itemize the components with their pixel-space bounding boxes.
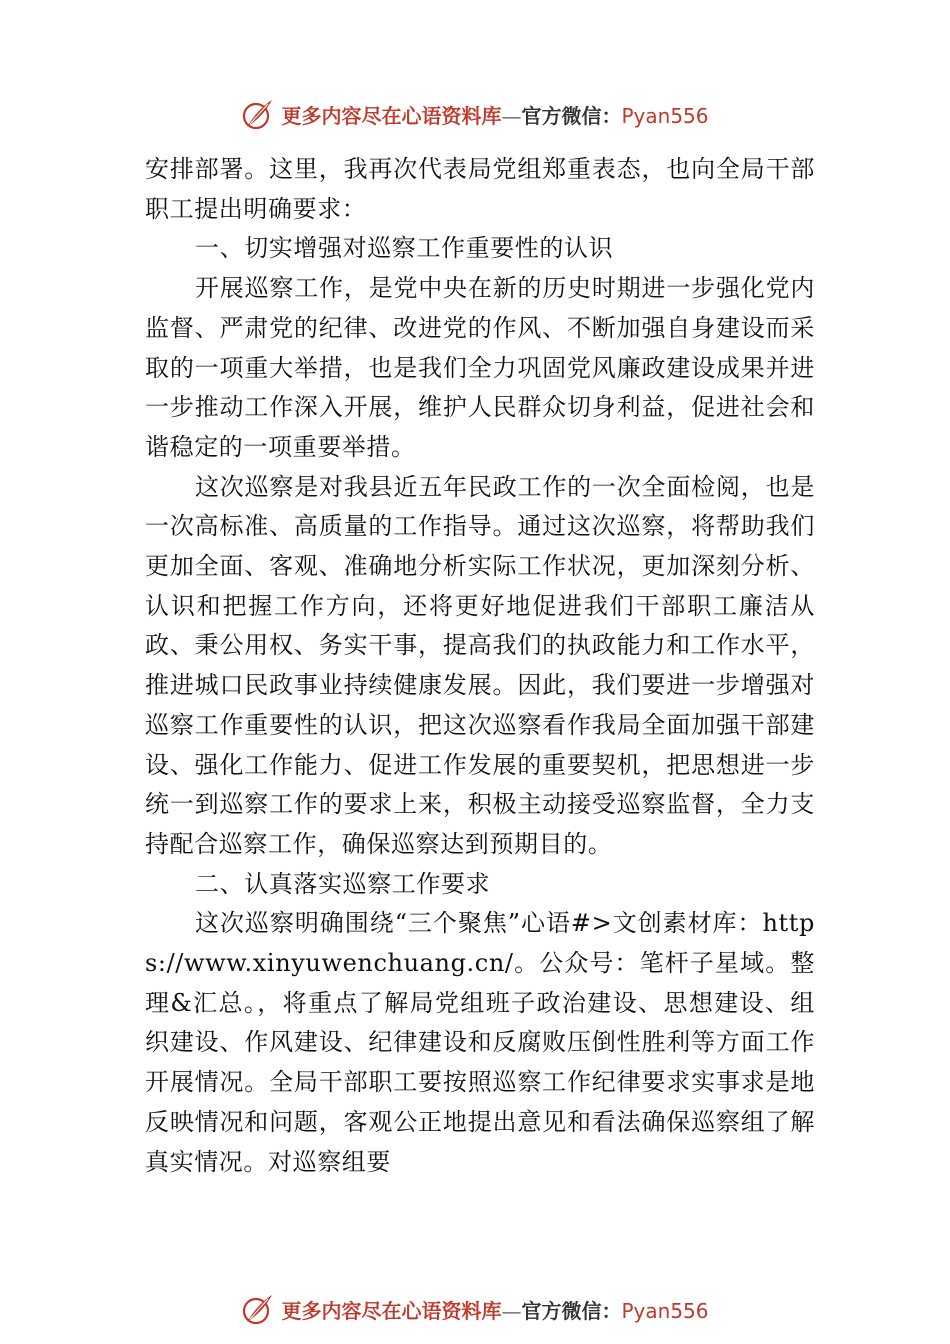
footer-wechat-label: 官方微信：	[521, 1298, 622, 1323]
section-heading-1: 一、切实增强对巡察工作重要性的认识	[195, 234, 614, 263]
header-banner-text	[281, 100, 708, 129]
paragraph: 这次巡察明确围绕“三个聚焦”心语#>文创素材库：https://www.xinyuwenchuang.cn/。公众号：笔杆子星域。整理&汇总。，将重点了解局党组班子政治建设、思想建设、组织建设、作风建设、纪律建设和反腐败压倒性胜利等方面工作开展情况。全局干部职工要按照巡察工作纪律要求实事求是地反映情况和问题，客观公正地提出意见和看法确保巡察组了解真实情况。对巡察组要	[145, 909, 815, 1176]
quill-pen-logo-icon	[241, 1292, 275, 1326]
header-wechat-label: 官方微信：	[521, 103, 622, 128]
header-wechat-id: Pyan556	[621, 103, 709, 128]
paragraph: 这次巡察是对我县近五年民政工作的一次全面检阅，也是一次高标准、高质量的工作指导。通过这次巡察，将帮助我们更加全面、客观、准确地分析实际工作状况，更加深刻分析、认识和把握工作方向，还将更好地促进我们干部职工廉洁从政、秉公用权、务实干事，提高我们的执政能力和工作水平，推进城口民政事业持续健康发展。因此，我们要进一步增强对巡察工作重要性的认识，把这次巡察看作我局全面加强干部建设、强化工作能力、促进工作发展的重要契机，把思想进一步统一到巡察工作的要求上来，积极主动接受巡察监督，全力支持配合巡察工作，确保巡察达到预期目的。	[145, 472, 815, 858]
document-body	[145, 150, 815, 1182]
footer-separator: —	[501, 1298, 522, 1323]
paragraph: 开展巡察工作，是党中央在新的历史时期进一步强化党内监督、严肃党的纪律、改进党的作风、不断加强自身建设而采取的一项重大举措，也是我们全力巩固党风廉政建设成果并进一步推动工作深入开展，维护人民群众切身利益，促进社会和谐稳定的一项重要举措。	[145, 274, 815, 461]
header-brand-text: 更多内容尽在心语资料库	[281, 103, 502, 128]
quill-pen-logo-icon	[241, 97, 275, 131]
header-banner	[0, 94, 950, 134]
footer-banner-text	[281, 1295, 708, 1324]
footer-banner	[0, 1289, 950, 1329]
header-separator: —	[501, 103, 522, 128]
footer-wechat-id: Pyan556	[621, 1298, 709, 1323]
section-heading-2: 二、认真落实巡察工作要求	[195, 869, 491, 898]
footer-brand-text: 更多内容尽在心语资料库	[281, 1298, 502, 1323]
paragraph-continuation: 安排部署。这里，我再次代表局党组郑重表态，也向全局干部职工提出明确要求：	[145, 155, 815, 223]
